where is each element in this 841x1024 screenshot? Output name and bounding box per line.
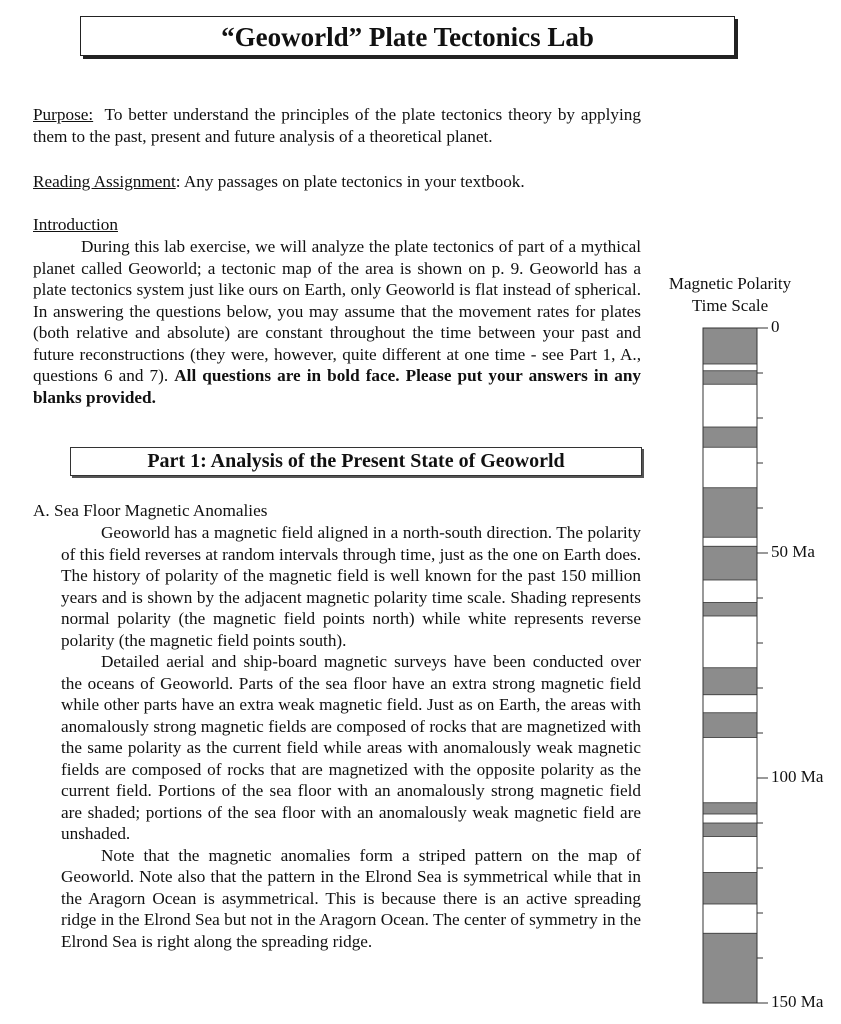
polarity-scale-title-line2: Time Scale	[691, 296, 769, 315]
introduction-heading: Introduction	[33, 215, 118, 234]
normal-polarity-band	[703, 371, 757, 385]
introduction-bold-text: All questions are in bold face. Please put your answers in any blanks provided.	[33, 366, 641, 407]
reading-paragraph	[33, 171, 641, 193]
part1-title: Part 1: Analysis of the Present State of Geoworld	[70, 447, 642, 476]
normal-polarity-band	[703, 933, 757, 1003]
polarity-time-scale	[690, 317, 780, 1020]
reading-label: Reading Assignment	[33, 172, 176, 191]
introduction-text: During this lab exercise, we will analyze the plate tectonics of part of a mythical planet called Geoworld; a tectonic map of the area is shown on p. 9. Geoworld has a plate tectonics system just like ours on Earth, only Geoworld is flat instead of spherical. In answering the questions below, you may assume that the movement rates for plates (both relative and absolute) are constant throughout the time between your past and future reconstructions (they were, however, quite different at one time - see Part 1, A., questions 6 and 7).	[33, 237, 641, 385]
section-a-paragraph: Geoworld has a magnetic field aligned in a north-south direction. The polarity of this field reverses at random intervals through time, just as the one on Earth does. The history of polarity of the magnetic field is well known for the past 150 million years and is shown by the adjacent magnetic polarity time scale. Shading represents normal polarity (the magnetic field points north) while white represents reverse polarity (the magnetic field points south).	[61, 523, 641, 650]
purpose-paragraph	[33, 104, 641, 147]
section-a-paragraph: Detailed aerial and ship-board magnetic surveys have been conducted over the oceans of Geoworld. Parts of the sea floor have an extra strong magnetic field while other parts have an extra weak magnetic field. Just as on Earth, the areas with anomalously strong magnetic fields are composed of rocks that are magnetized with the same polarity as the current field while areas with anomalously weak magnetic fields are composed of rocks that are magnetized with the opposite polarity as the current field. Portions of the sea floor with an anomalously strong magnetic field are shaded; portions of the sea floor with an anomalously weak magnetic field are unshaded.	[61, 652, 641, 843]
polarity-scale-title-line1: Magnetic Polarity	[668, 274, 792, 293]
lab-title: “Geoworld” Plate Tectonics Lab	[80, 16, 735, 56]
normal-polarity-band	[703, 488, 757, 538]
normal-polarity-band	[703, 427, 757, 447]
normal-polarity-band	[703, 546, 757, 580]
reading-text: : Any passages on plate tectonics in your textbook.	[175, 172, 525, 191]
polarity-scale-title	[655, 273, 805, 317]
section-a-body	[61, 522, 641, 952]
normal-polarity-band	[703, 668, 757, 695]
normal-polarity-band	[703, 823, 757, 837]
normal-polarity-band	[703, 713, 757, 738]
polarity-tick-label: 50 Ma	[771, 542, 815, 561]
normal-polarity-band	[703, 873, 757, 905]
polarity-tick-label: 0	[771, 317, 780, 336]
normal-polarity-band	[703, 603, 757, 617]
purpose-label: Purpose:	[33, 105, 94, 124]
section-a-heading: A. Sea Floor Magnetic Anomalies	[33, 501, 268, 520]
polarity-tick-label: 100 Ma	[771, 767, 824, 786]
normal-polarity-band	[703, 328, 757, 364]
introduction-paragraph	[33, 236, 641, 408]
purpose-text: To better understand the principles of the plate tectonics theory by applying them to the past, present and future analysis of a theoretical planet.	[33, 105, 641, 146]
polarity-tick-label: 150 Ma	[771, 992, 824, 1011]
normal-polarity-band	[703, 803, 757, 814]
section-a-paragraph: Note that the magnetic anomalies form a striped pattern on the map of Geoworld. Note also that the pattern in the Elrond Sea is symmetrical while that in the Aragorn Ocean is asymmetrical. This is because there is an active spreading ridge in the Elrond Sea but not in the Aragorn Ocean. The center of symmetry in the Elrond Sea is right along the spreading ridge.	[61, 845, 641, 951]
